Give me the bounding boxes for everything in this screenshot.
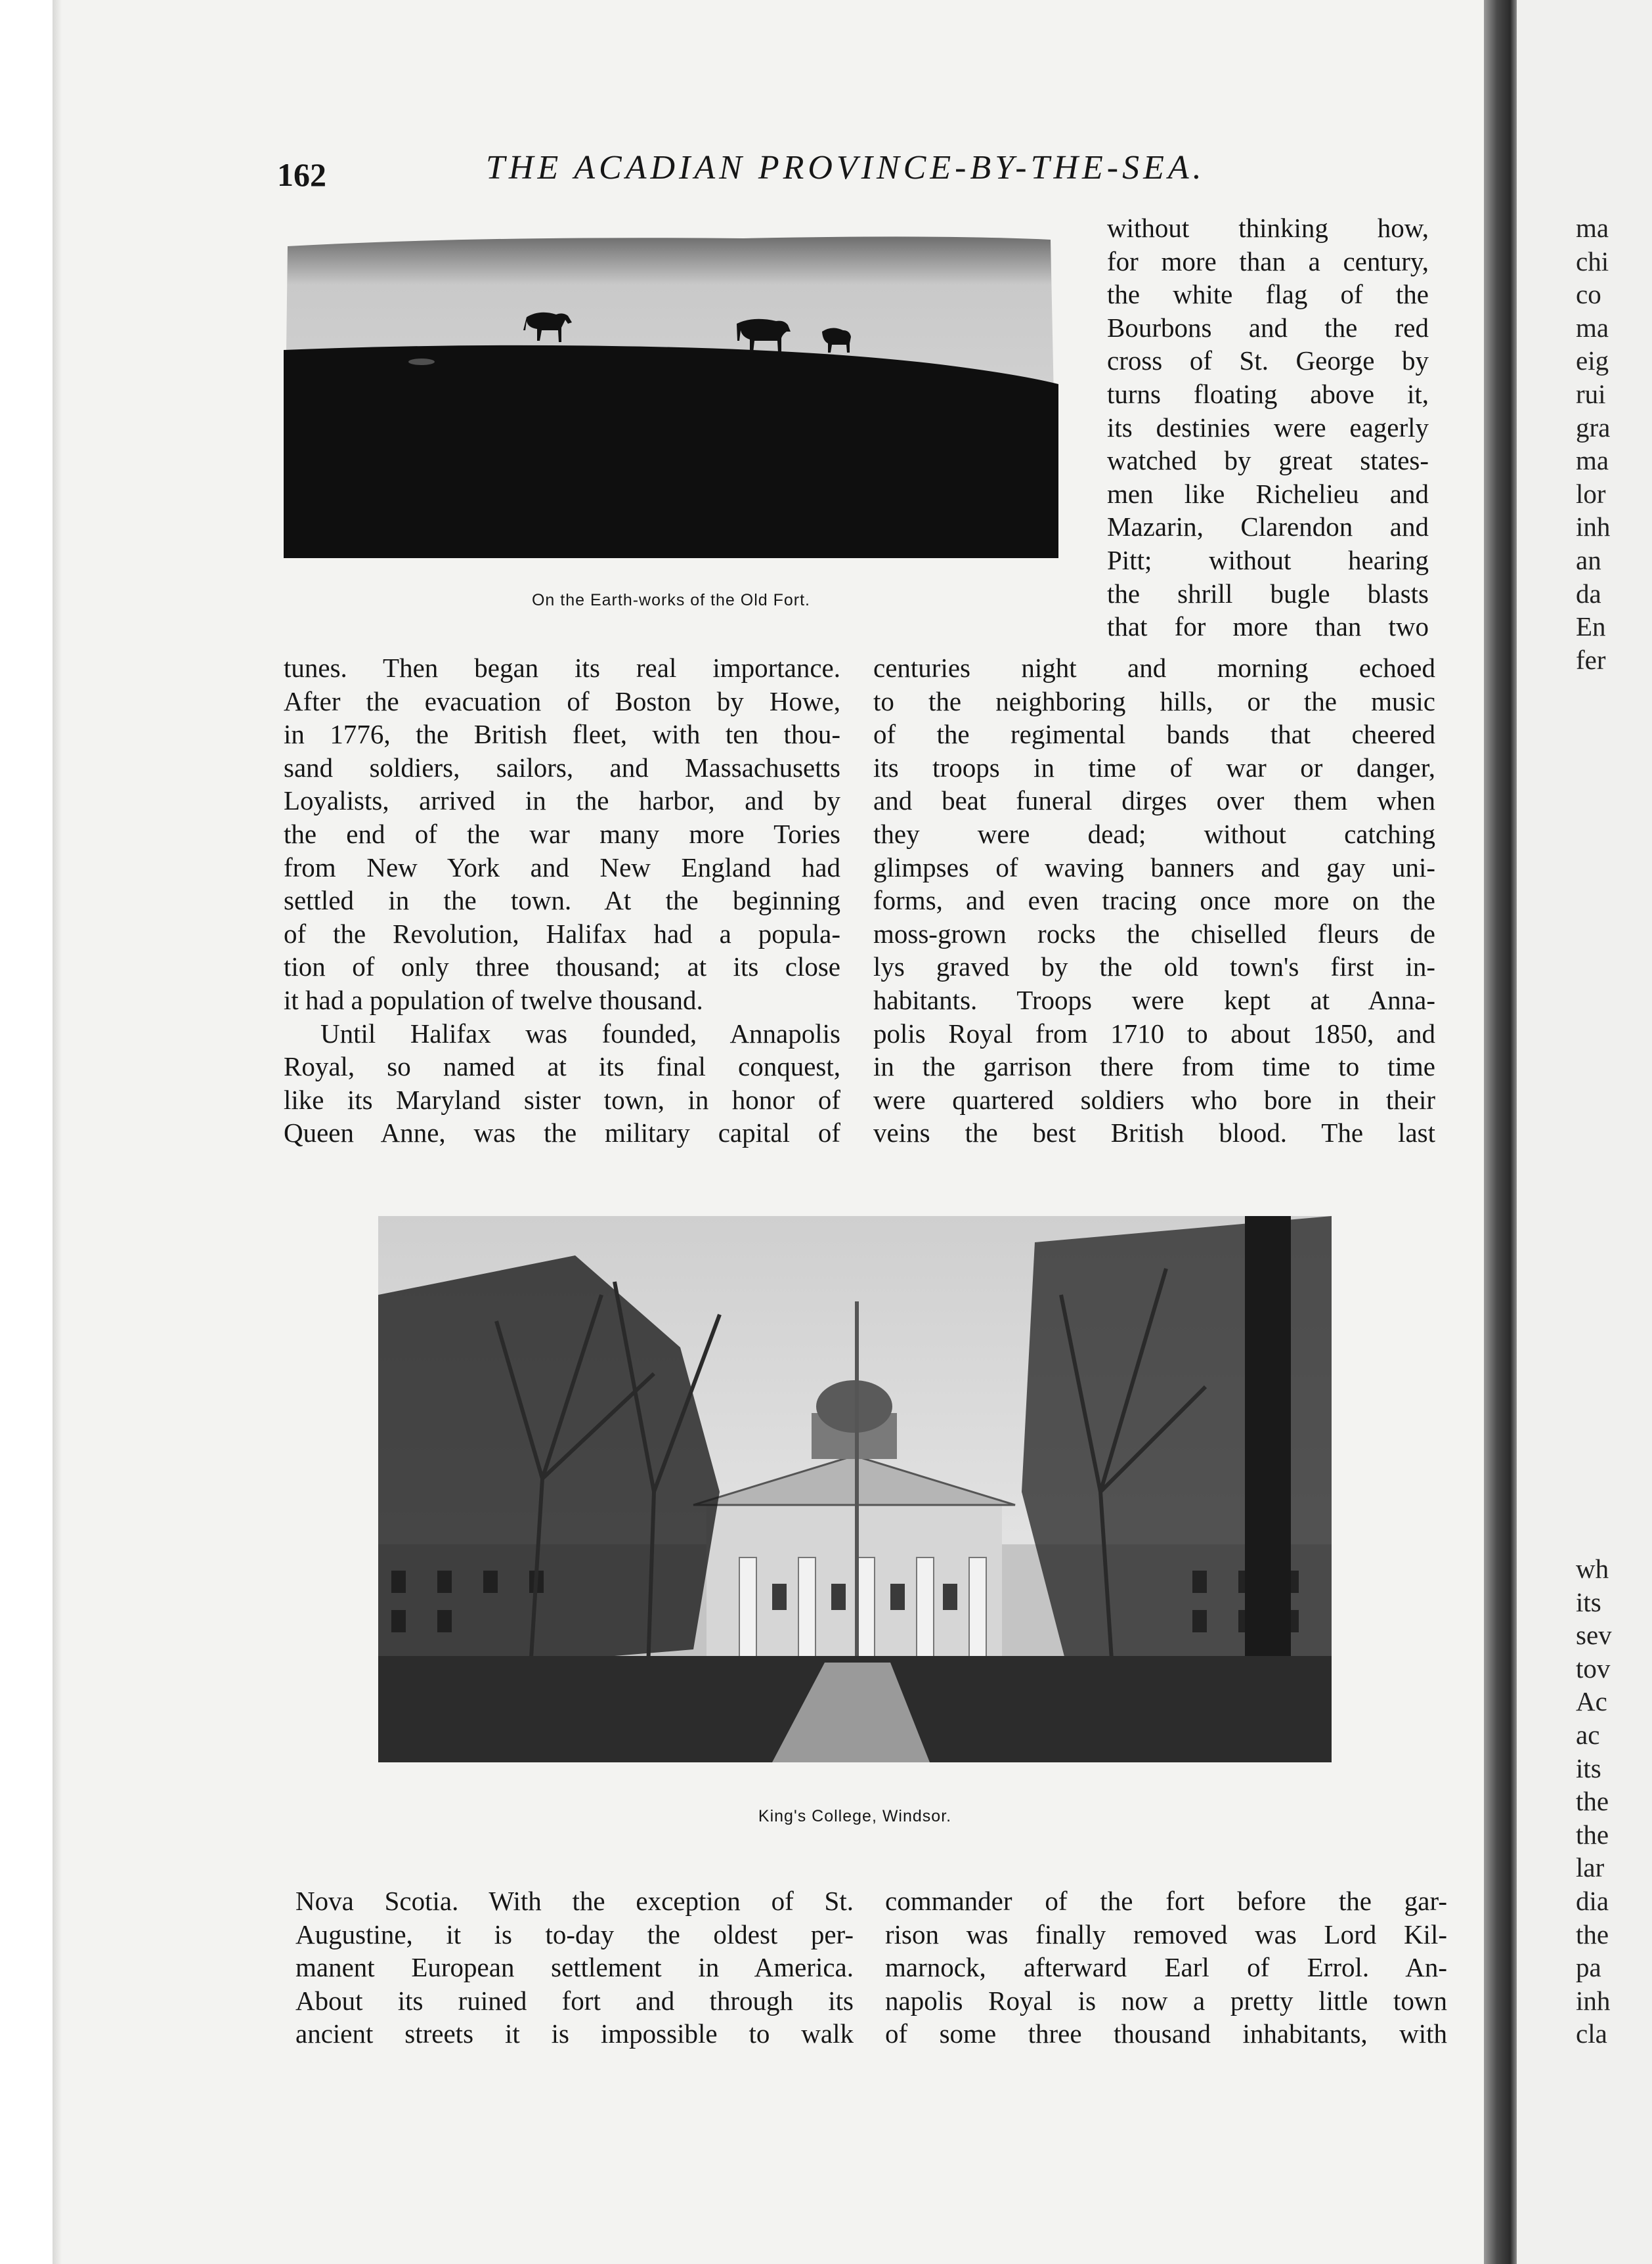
text-line: its troops in time of war or danger,	[873, 752, 1435, 783]
text-line: of the Revolution, Halifax had a popula-	[284, 918, 840, 949]
text-line: without thinking how,	[1107, 213, 1429, 243]
text-line: the	[1576, 1919, 1609, 1949]
text-line: pa	[1576, 1952, 1601, 1983]
college-photo	[378, 1216, 1332, 1762]
text-line: co	[1576, 279, 1601, 310]
text-line: rui	[1576, 378, 1606, 409]
text-line: chi	[1576, 246, 1609, 276]
column-left-bottom	[295, 1884, 854, 2051]
college-caption: King's College, Windsor.	[758, 1807, 952, 1825]
text-line: tov	[1576, 1653, 1611, 1684]
text-line: of the regimental bands that cheered	[873, 719, 1435, 750]
text-line: Bourbons and the red	[1107, 312, 1429, 343]
text-line: Royal, so named at its final conquest,	[284, 1051, 840, 1082]
fort-photo	[284, 233, 1058, 558]
text-line: like its Maryland sister town, in honor of	[284, 1084, 840, 1115]
text-line: Queen Anne, was the military capital of	[284, 1118, 840, 1148]
next-page-text-top	[1576, 211, 1652, 676]
text-line: cla	[1576, 2018, 1607, 2049]
text-line: Ac	[1576, 1686, 1607, 1717]
text-line: forms, and even tracing once more on the	[873, 885, 1435, 916]
text-line: its destinies were eagerly	[1107, 412, 1429, 443]
text-line: habitants. Troops were kept at Anna-	[873, 984, 1435, 1015]
text-line: for more than a century,	[1107, 246, 1429, 276]
text-line: da	[1576, 578, 1601, 609]
text-line: in the garrison there from time to time	[873, 1051, 1435, 1082]
text-line: the white flag of the	[1107, 279, 1429, 310]
text-line: sand soldiers, sailors, and Massachusetts	[284, 752, 840, 783]
text-line: its	[1576, 1586, 1601, 1617]
text-line: Mazarin, Clarendon and	[1107, 512, 1429, 542]
text-line: its	[1576, 1752, 1601, 1783]
text-line: About its ruined fort and through its	[295, 1985, 854, 2016]
text-line: Until Halifax was founded, Annapolis	[320, 1018, 840, 1049]
text-line: men like Richelieu and	[1107, 478, 1429, 509]
text-line: wh	[1576, 1554, 1609, 1584]
text-line: they were dead; without catching	[873, 818, 1435, 849]
text-line: tunes. Then began its real importance.	[284, 653, 840, 683]
text-line: moss-grown rocks the chiselled fleurs de	[873, 918, 1435, 949]
text-line: After the evacuation of Boston by Howe,	[284, 686, 840, 716]
running-title: THE ACADIAN PROVINCE-BY-THE-SEA.	[486, 149, 1206, 186]
column-left-middle	[284, 651, 840, 1150]
column-right-top	[1107, 211, 1429, 643]
text-line: commander of the fort before the gar-	[885, 1886, 1447, 1916]
text-line: centuries night and morning echoed	[873, 653, 1435, 683]
text-line: it had a population of twelve thousand.	[284, 984, 703, 1015]
text-line: settled in the town. At the beginning	[284, 885, 840, 916]
text-line: ma	[1576, 213, 1609, 243]
text-line: napolis Royal is now a pretty little town	[885, 1985, 1447, 2016]
column-right-bottom	[885, 1884, 1447, 2051]
text-line: manent European settlement in America.	[295, 1952, 854, 1983]
text-line: dia	[1576, 1885, 1609, 1916]
text-line: lys graved by the old town's first in-	[873, 951, 1435, 982]
text-line: cross of St. George by	[1107, 345, 1429, 376]
college-photo-illustration	[378, 1216, 1332, 1762]
text-line: marnock, afterward Earl of Errol. An-	[885, 1952, 1447, 1983]
text-line: of some three thousand inhabitants, with	[885, 2018, 1447, 2049]
text-line: and beat funeral dirges over them when	[873, 785, 1435, 816]
text-line: Nova Scotia. With the exception of St.	[295, 1886, 854, 1916]
text-line: veins the best British blood. The last	[873, 1118, 1435, 1148]
text-line: the shrill bugle blasts	[1107, 578, 1429, 609]
text-line: to the neighboring hills, or the music	[873, 686, 1435, 716]
text-line: tion of only three thousand; at its close	[284, 951, 840, 982]
text-line: glimpses of waving banners and gay uni-	[873, 852, 1435, 882]
text-line: inh	[1576, 1985, 1611, 2016]
page-number: 162	[277, 156, 326, 193]
text-line: sev	[1576, 1620, 1612, 1651]
text-line: that for more than two	[1107, 611, 1429, 642]
column-right-middle	[873, 651, 1435, 1150]
text-line: eig	[1576, 345, 1609, 376]
text-line: Augustine, it is to-day the oldest per-	[295, 1919, 854, 1949]
text-line: were quartered soldiers who bore in their	[873, 1084, 1435, 1115]
text-line: an	[1576, 544, 1601, 575]
text-line: inh	[1576, 512, 1611, 542]
text-line: ma	[1576, 312, 1609, 343]
page-edge-shadow	[53, 0, 62, 2264]
text-line: turns floating above it,	[1107, 378, 1429, 409]
text-line: gra	[1576, 412, 1611, 443]
text-line: lar	[1576, 1852, 1605, 1883]
text-line: ancient streets it is impossible to walk	[295, 2018, 854, 2049]
text-line: ma	[1576, 445, 1609, 476]
text-line: Pitt; without hearing	[1107, 544, 1429, 575]
text-line: rison was finally removed was Lord Kil-	[885, 1919, 1447, 1949]
text-line: polis Royal from 1710 to about 1850, and	[873, 1018, 1435, 1049]
text-line: the end of the war many more Tories	[284, 818, 840, 849]
text-line: watched by great states-	[1107, 445, 1429, 476]
text-line: fer	[1576, 644, 1606, 675]
fort-caption: On the Earth-works of the Old Fort.	[531, 591, 811, 609]
text-line: the	[1576, 1819, 1609, 1850]
fort-photo-illustration	[284, 233, 1058, 558]
text-line: from New York and New England had	[284, 852, 840, 882]
text-line: Loyalists, arrived in the harbor, and by	[284, 785, 840, 816]
text-line: in 1776, the British fleet, with ten thou-	[284, 719, 840, 750]
text-line: En	[1576, 611, 1606, 642]
text-line: the	[1576, 1786, 1609, 1817]
text-line: lor	[1576, 478, 1606, 509]
next-page-text-bottom	[1576, 1552, 1652, 2051]
book-gutter	[1484, 0, 1517, 2264]
text-line: ac	[1576, 1719, 1600, 1750]
